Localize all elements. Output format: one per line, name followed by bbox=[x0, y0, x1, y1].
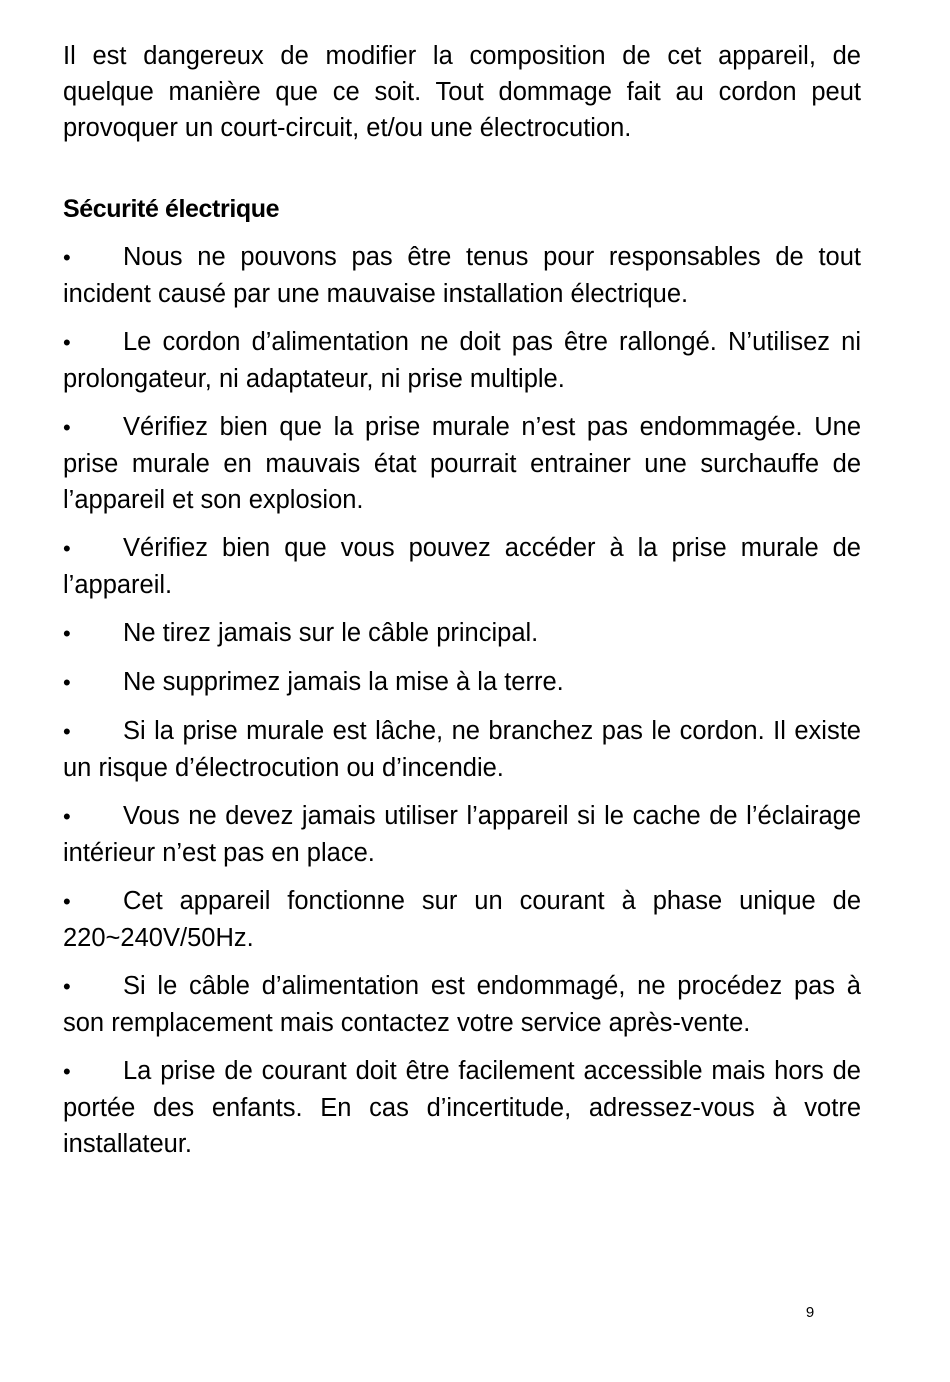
bullet-text: Nous ne pouvons pas être tenus pour responsables de tout incident causé par une mauvaise installation électrique. bbox=[63, 243, 861, 308]
bullet-text: Le cordon d’alimentation ne doit pas être rallongé. N’utilisez ni prolongateur, ni adaptateur, ni prise multiple. bbox=[63, 328, 861, 393]
bullet-item bbox=[63, 324, 861, 397]
bullet-item bbox=[63, 239, 861, 312]
bullet-item bbox=[63, 615, 861, 652]
bullet-text: Ne supprimez jamais la mise à la terre. bbox=[123, 668, 564, 696]
bullet-text: Si la prise murale est lâche, ne branchez pas le cordon. Il existe un risque d’électrocution ou d’incendie. bbox=[63, 717, 861, 782]
bullet-text: Vérifiez bien que vous pouvez accéder à la prise murale de l’appareil. bbox=[63, 534, 861, 599]
bullet-text: Si le câble d’alimentation est endommagé, ne procédez pas à son remplacement mais contactez votre service après-vente. bbox=[63, 972, 861, 1037]
bullet-item bbox=[63, 883, 861, 956]
bullet-icon: • bbox=[63, 621, 71, 646]
bullet-icon: • bbox=[63, 804, 71, 829]
intro-paragraph: Il est dangereux de modifier la composition de cet appareil, de quelque manière que ce soit. Tout dommage fait au cordon peut provoquer un court-circuit, et/ou une électrocution. bbox=[63, 42, 861, 142]
bullet-icon: • bbox=[63, 889, 71, 914]
bullet-text: Ne tirez jamais sur le câble principal. bbox=[123, 619, 539, 647]
bullet-item bbox=[63, 664, 861, 701]
document-page bbox=[63, 38, 861, 1174]
bullet-item bbox=[63, 530, 861, 603]
bullet-text: Cet appareil fonctionne sur un courant à phase unique de 220~240V/50Hz. bbox=[63, 887, 861, 952]
bullet-icon: • bbox=[63, 330, 71, 355]
bullet-icon: • bbox=[63, 415, 71, 440]
bullet-item bbox=[63, 798, 861, 871]
bullet-item bbox=[63, 713, 861, 786]
bullet-icon: • bbox=[63, 974, 71, 999]
bullet-text: Vous ne devez jamais utiliser l’appareil si le cache de l’éclairage intérieur n’est pas en place. bbox=[63, 802, 861, 867]
bullet-icon: • bbox=[63, 670, 71, 695]
bullet-icon: • bbox=[63, 719, 71, 744]
bullet-item bbox=[63, 1053, 861, 1162]
bullet-icon: • bbox=[63, 536, 71, 561]
bullet-item bbox=[63, 968, 861, 1041]
section-title: Sécurité électrique bbox=[63, 195, 280, 223]
safety-bullet-list bbox=[63, 239, 861, 1162]
page-number: 9 bbox=[805, 1304, 815, 1321]
bullet-text: La prise de courant doit être facilement accessible mais hors de portée des enfants. En cas d’incertitude, adressez-vous à votre installateur. bbox=[63, 1057, 861, 1158]
bullet-text: Vérifiez bien que la prise murale n’est pas endommagée. Une prise murale en mauvais état pourrait entrainer une surchauffe de l’appareil et son explosion. bbox=[63, 413, 861, 514]
bullet-icon: • bbox=[63, 245, 71, 270]
bullet-item bbox=[63, 409, 861, 518]
bullet-icon: • bbox=[63, 1059, 71, 1084]
